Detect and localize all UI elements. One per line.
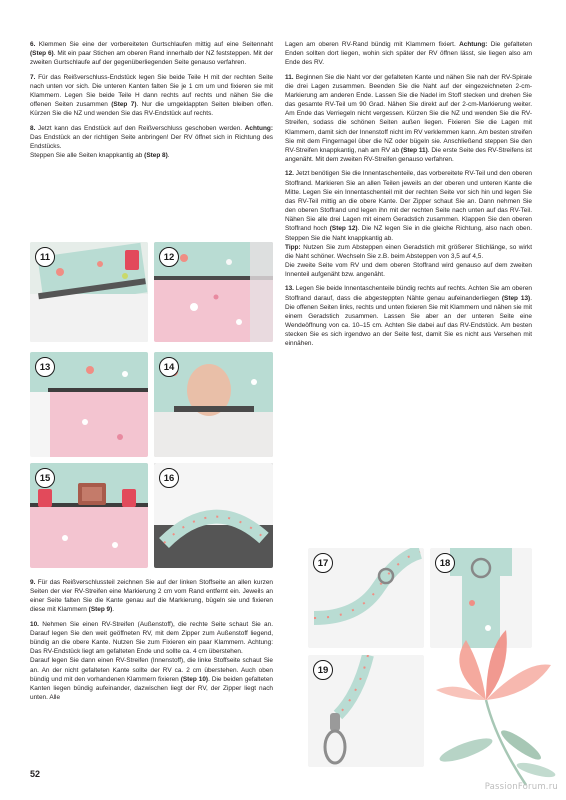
step-13-badge: 13 — [35, 357, 55, 377]
step-15-badge: 15 — [35, 468, 55, 488]
step-11-text: 11. Beginnen Sie die Naht vor der gefalteten Kante und nähen Sie nah der RV-Spirale die drei Lagen zusammen. Beenden Sie die Naht auf der eingezeichneten 2-cm-Markierung am anderen Ende. Lassen Sie die Nadel im Stoff stecken und drehen Sie das gesamte RV-Teil um 90 Grad. Nähen Sie direkt auf der 2-cm-Markierung weiter. Am Ende das Verriegeln nicht vergessen. Kürzen Sie die NZ und wenden Sie die RV-Streifen, sodass die schönen Seiten außen liegen. Fixieren Sie die Lagen mit Klammern, damit sich der Innenstoff nicht im RV verklemmen kann. Am besten streifen Sie mit dem Fingernagel über die NZ oder bügeln sie. Anschließend steppen Sie den RV-Streifen knappkantig, nah am RV ab (Step 11). Die erste Seite des RV-Streifens ist angenäht. Mit dem zweiten RV-Streifen genauso verfahren. — [285, 73, 532, 164]
step-15-photo — [30, 463, 148, 568]
step-19-badge: 19 — [313, 660, 333, 680]
step-16-badge: 16 — [159, 468, 179, 488]
step-13-text: 13. Legen Sie beide Innentaschenteile bündig rechts auf rechts. Achten Sie am oberen Stoffrand darauf, dass die abgesteppten Nähte genau aufeinanderliegen (Step 13). Die offenen Seiten links, rechts und unten fixieren Sie mit Klammern und nähen sie mit einem Geradstich zusammen. Lassen Sie aber an der unteren Seite eine Wendeöffnung von ca. 10–15 cm. Achten Sie dabei auf das RV-Endstück. Am besten stecken Sie es sich irgendwo an der Seite fest, damit Sie es nicht aus Versehen mit einnähen. — [285, 285, 532, 348]
step-14-badge: 14 — [159, 357, 179, 377]
step-17-photo — [308, 548, 424, 648]
watermark: PassionForum.ru — [484, 782, 558, 792]
right-column — [285, 40, 532, 349]
left-column-bottom — [30, 578, 273, 702]
step-13-photo — [30, 352, 148, 457]
left-column-top — [30, 40, 273, 160]
flower-bloom — [436, 630, 551, 700]
step-12-badge: 12 — [159, 247, 179, 267]
step-10-continued-text: Lagen am oberen RV-Rand bündig mit Klammern fixiert. Achtung: Die gefalteten Enden sollten dort liegen, wohin sich später der RV öffnen lässt, sie liegen also am Ende des RV. — [285, 41, 532, 67]
step-9-text: 9. Für das Reißverschlussteil zeichnen Sie auf der linken Stoffseite an allen kurzen Seiten der vier RV-Streifen eine Markierung 2 cm vom Rand entfernt ein. Jeweils an einer Seite falten Sie die Kante genau auf die Markierung, bügeln sie und fixieren diese mit Klammern (Step 9). — [30, 579, 273, 614]
step-19-photo — [308, 655, 424, 767]
page-number: 52 — [30, 769, 41, 779]
step-10-text: 10. Nehmen Sie einen RV-Streifen (Außenstoff), die rechte Seite schaut Sie an. Darauf legen Sie den weit geöffneten RV, mit dem Zipper zum Außenstoff liegend, bündig an die obere Kante. Nutzen Sie zum Fixieren ein paar Klammern. Achtung: Das RV-Endstück liegt am gefalteten Ende und sollte ca. 4 cm überstehen. Darauf legen Sie dann einen RV-Streifen (Innenstoff), die linke Stoffseite schaut Sie an. An der nicht gefalteten Kante sollte der RV ca. 2 cm überstehen. Auch oben bündig und mit den vorhandenen Klammern fixieren (Step 10). Die beiden gefalteten Kanten liegen bündig aufeinander, dazwischen liegt der RV, der Zipper liegt nach unten. Alle — [30, 620, 273, 702]
step-7-text: 7. Für das Reißverschluss-Endstück legen Sie beide Teile H mit der rechten Seite nach unten vor sich. Die unteren Kanten falten Sie je 1 cm um und fixieren sie mit Klammern. Legen Sie beide Teile H dann rechts auf rechts und nähen Sie die offenen Seiten zusammen (Step 7). Nur die umgeklappten Seiten bleiben offen. Kürzen Sie die NZ und wenden Sie das RV-Endstück auf rechts. — [30, 73, 274, 118]
step-12-text: 12. Jetzt benötigen Sie die Innentaschenteile, das vorbereitete RV-Teil und den oberen Stoffrand. Markieren Sie an allen Teilen jeweils an der oberen und unteren Kante die Mitte. Legen Sie ein Innentaschenteil mit der rechten Seite vor sich hin und legen Sie das RV-Teil mittig an die obere Kante. Der Zipper schaut Sie an. Dann nehmen Sie den oberen Stoffrand und legen ihn mit der rechten Seite nach unten auf das RV-Teil. Nähen Sie alle drei Lagen mit einem Geradstich zusammen. Klappen Sie den oberen Stoffrand hoch (Step 12). Die NZ legen Sie in die gleiche Richtung, also nach oben. Steppen Sie die Naht knappkantig ab. — [285, 170, 532, 242]
step-11-photo — [30, 242, 148, 342]
flower-illustration — [426, 620, 566, 790]
step-14-photo — [154, 352, 273, 457]
step-11-badge: 11 — [35, 247, 55, 267]
step-16-photo — [154, 463, 273, 568]
step-12-photo — [154, 242, 273, 342]
tip-text: Tipp: Nutzen Sie zum Absteppen einen Geradstich mit größerer Stichlänge, so wirkt die Naht schöner. Wechseln Sie z.B. beim Absteppen von 3,5 auf 4,5. Die zweite Seite vom RV und dem oberen Stoffrand wird genauso auf dem zweiten Innenteil aufgenäht bzw. angenäht. — [285, 243, 532, 279]
step-6-text: 6. Klemmen Sie eine der vorbereiteten Gurtschlaufen mittig auf eine Seitennaht (Step 6). Mit ein paar Stichen am oberen Rand innerhalb der NZ feststeppen. Mit der zweiten Gurtschlaufe auf der gegenüberliegenden Seite genauso verfahren. — [30, 41, 273, 67]
flower-stem — [437, 700, 556, 785]
step-8-text: 8. Jetzt kann das Endstück auf den Reißverschluss geschoben werden. Achtung: Das Endstück an der richtigen Seite anbringen! Der RV öffnet sich in Richtung des Endstücks. Steppen Sie alle Seiten knappkantig ab (Step 8). — [30, 124, 273, 160]
step-17-badge: 17 — [313, 553, 333, 573]
step-18-badge: 18 — [435, 553, 455, 573]
